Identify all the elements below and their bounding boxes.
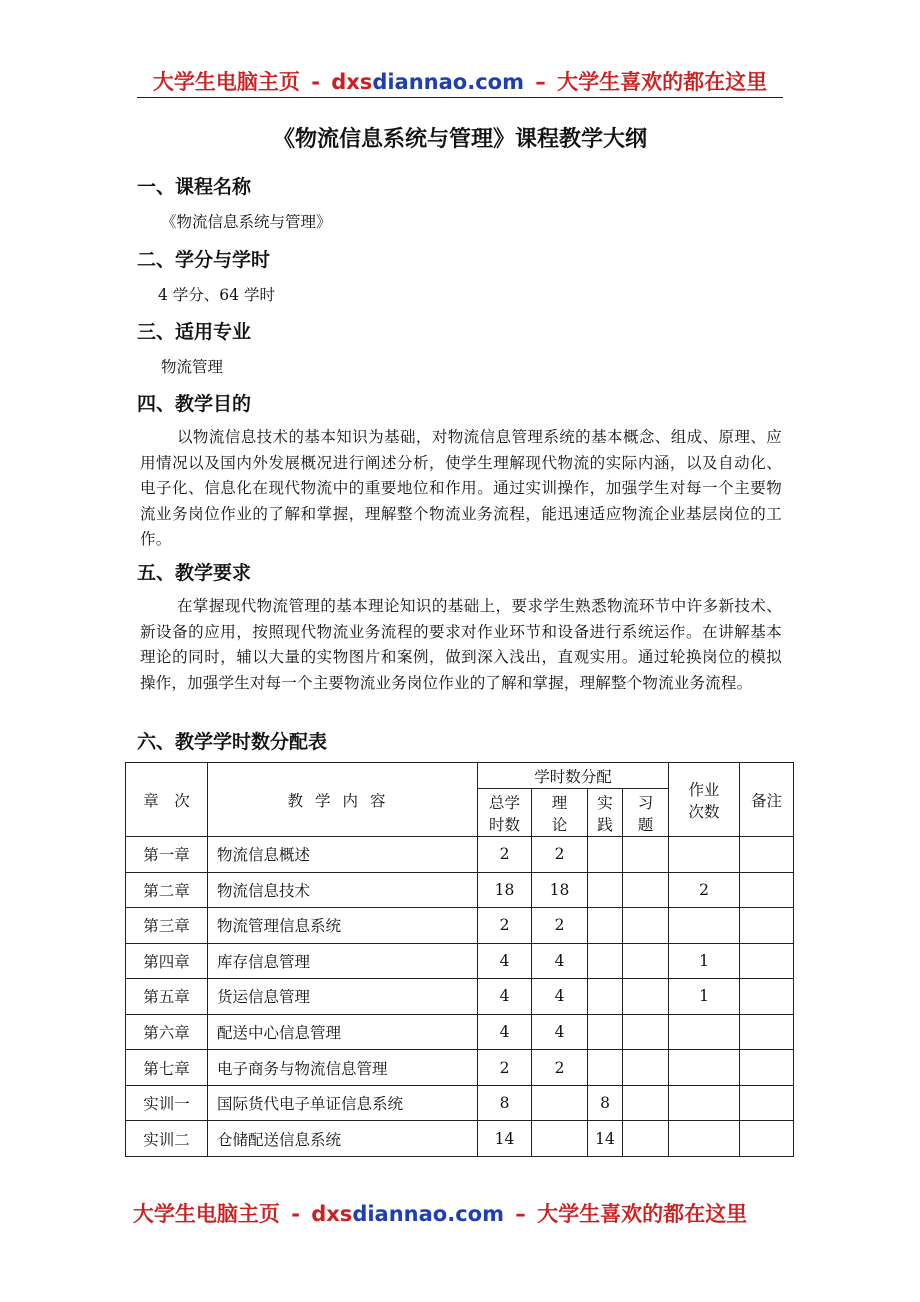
header-theory: 理 论 <box>532 789 588 837</box>
cell-exercise <box>623 979 669 1015</box>
cell-chapter: 第七章 <box>126 1050 208 1086</box>
cell-remark <box>740 1085 794 1121</box>
cell-theory: 18 <box>532 872 588 908</box>
cell-theory: 2 <box>532 1050 588 1086</box>
cell-total: 2 <box>478 837 532 873</box>
cell-total: 2 <box>478 1050 532 1086</box>
credits-text: 4 学分、64 学时 <box>158 286 275 304</box>
table-header-row <box>126 763 794 789</box>
cell-exercise <box>623 837 669 873</box>
cell-chapter: 第六章 <box>126 1014 208 1050</box>
table-row <box>126 837 794 873</box>
purpose-paragraph: 以物流信息技术的基本知识为基础，对物流信息管理系统的基本概念、组成、原理、应用情况以及国内外发展概况进行阐述分析，使学生理解现代物流的实际内涵，以及自动化、电子化、信息化在现代物流中的重要地位和作用。通过实训操作，加强学生对每一个主要物流业务岗位作业的了解和掌握，理解整个物流业务流程，能迅速适应物流企业基层岗位的工作。 <box>140 428 782 548</box>
cell-theory <box>532 1085 588 1121</box>
cell-practice <box>588 872 623 908</box>
cell-practice <box>588 1014 623 1050</box>
banner-slogan: 大学生喜欢的都在这里 <box>537 1202 748 1226</box>
cell-remark <box>740 1121 794 1157</box>
section-heading-purpose: 四、教学目的 <box>137 393 252 415</box>
cell-theory: 4 <box>532 943 588 979</box>
cell-homework <box>669 1014 740 1050</box>
header-content: 教学内容 <box>208 763 478 837</box>
cell-practice: 8 <box>588 1085 623 1121</box>
course-name-text: 《物流信息系统与管理》 <box>161 213 332 231</box>
cell-chapter: 第四章 <box>126 943 208 979</box>
cell-practice: 14 <box>588 1121 623 1157</box>
cell-exercise <box>623 1121 669 1157</box>
header-hours-group: 学时数分配 <box>478 763 669 789</box>
banner-domain-com: .com <box>467 70 524 94</box>
section-heading-hours-table: 六、教学学时数分配表 <box>137 731 328 753</box>
cell-chapter: 第二章 <box>126 872 208 908</box>
header-homework: 作业 次数 <box>669 763 740 837</box>
cell-total: 8 <box>478 1085 532 1121</box>
banner-domain-dxs: dxs <box>311 1202 353 1226</box>
cell-total: 4 <box>478 943 532 979</box>
cell-theory <box>532 1121 588 1157</box>
cell-total: 18 <box>478 872 532 908</box>
cell-homework <box>669 908 740 944</box>
cell-homework <box>669 837 740 873</box>
table-row <box>126 1050 794 1086</box>
cell-practice <box>588 943 623 979</box>
cell-content: 物流信息技术 <box>208 872 478 908</box>
major-text: 物流管理 <box>161 358 224 376</box>
section-heading-credits: 二、学分与学时 <box>137 249 271 271</box>
cell-theory: 4 <box>532 1014 588 1050</box>
banner-domain-link[interactable] <box>331 70 524 94</box>
header-divider <box>137 97 783 98</box>
banner-site-name: 大学生电脑主页 <box>152 70 300 94</box>
table-row <box>126 943 794 979</box>
header-remark: 备注 <box>740 763 794 837</box>
cell-content: 配送中心信息管理 <box>208 1014 478 1050</box>
document-title: 《物流信息系统与管理》课程教学大纲 <box>272 127 647 152</box>
cell-content: 国际货代电子单证信息系统 <box>208 1085 478 1121</box>
cell-homework: 2 <box>669 872 740 908</box>
cell-theory: 4 <box>532 979 588 1015</box>
cell-remark <box>740 943 794 979</box>
cell-exercise <box>623 872 669 908</box>
table-row <box>126 872 794 908</box>
cell-practice <box>588 979 623 1015</box>
cell-practice <box>588 1050 623 1086</box>
cell-homework <box>669 1085 740 1121</box>
header-total-hours: 总学 时数 <box>478 789 532 837</box>
table-row <box>126 979 794 1015</box>
cell-homework: 1 <box>669 979 740 1015</box>
cell-remark <box>740 979 794 1015</box>
requirements-paragraph: 在掌握现代物流管理的基本理论知识的基础上，要求学生熟悉物流环节中许多新技术、新设备的应用，按照现代物流业务流程的要求对作业环节和设备进行系统运作。在讲解基本理论的同时，辅以大量的实物图片和案例，做到深入浅出，直观实用。通过轮换岗位的模拟操作，加强学生对每一个主要物流业务岗位作业的了解和掌握，理解整个物流业务流程。 <box>140 597 782 692</box>
cell-content: 物流信息概述 <box>208 837 478 873</box>
cell-content: 电子商务与物流信息管理 <box>208 1050 478 1086</box>
cell-chapter: 实训一 <box>126 1085 208 1121</box>
cell-remark <box>740 872 794 908</box>
table-row <box>126 1121 794 1157</box>
cell-total: 4 <box>478 979 532 1015</box>
cell-total: 14 <box>478 1121 532 1157</box>
banner-domain-diannao: diannao <box>352 1202 448 1226</box>
cell-total: 4 <box>478 1014 532 1050</box>
banner-dash: – <box>515 1202 526 1226</box>
section-heading-course-name: 一、课程名称 <box>137 176 252 198</box>
cell-content: 货运信息管理 <box>208 979 478 1015</box>
section-heading-major: 三、适用专业 <box>137 321 252 343</box>
cell-content: 物流管理信息系统 <box>208 908 478 944</box>
section-heading-requirements: 五、教学要求 <box>137 562 252 584</box>
cell-homework: 1 <box>669 943 740 979</box>
banner-dash: - <box>311 70 320 94</box>
banner-dash: - <box>291 1202 300 1226</box>
table-row <box>126 908 794 944</box>
header-chapter: 章 次 <box>126 763 208 837</box>
banner-domain-dxs: dxs <box>331 70 373 94</box>
banner-dash: – <box>535 70 546 94</box>
header-banner <box>0 66 920 96</box>
cell-remark <box>740 908 794 944</box>
table-row <box>126 1085 794 1121</box>
banner-slogan: 大学生喜欢的都在这里 <box>557 70 768 94</box>
cell-exercise <box>623 1050 669 1086</box>
cell-practice <box>588 837 623 873</box>
cell-practice <box>588 908 623 944</box>
banner-site-name: 大学生电脑主页 <box>132 1202 280 1226</box>
cell-homework <box>669 1121 740 1157</box>
cell-exercise <box>623 1014 669 1050</box>
hours-distribution-table <box>125 762 794 1157</box>
cell-content: 仓储配送信息系统 <box>208 1121 478 1157</box>
cell-chapter: 第三章 <box>126 908 208 944</box>
cell-remark <box>740 837 794 873</box>
cell-remark <box>740 1050 794 1086</box>
cell-exercise <box>623 908 669 944</box>
header-exercise: 习 题 <box>623 789 669 837</box>
cell-exercise <box>623 1085 669 1121</box>
cell-exercise <box>623 943 669 979</box>
cell-chapter: 第一章 <box>126 837 208 873</box>
footer-banner <box>0 1198 900 1228</box>
cell-content: 库存信息管理 <box>208 943 478 979</box>
table-row <box>126 1014 794 1050</box>
cell-total: 2 <box>478 908 532 944</box>
cell-remark <box>740 1014 794 1050</box>
header-practice: 实 践 <box>588 789 623 837</box>
banner-domain-diannao: diannao <box>372 70 468 94</box>
cell-chapter: 实训二 <box>126 1121 208 1157</box>
cell-theory: 2 <box>532 908 588 944</box>
banner-domain-link[interactable] <box>311 1202 504 1226</box>
cell-homework <box>669 1050 740 1086</box>
cell-theory: 2 <box>532 837 588 873</box>
banner-domain-com: .com <box>447 1202 504 1226</box>
cell-chapter: 第五章 <box>126 979 208 1015</box>
